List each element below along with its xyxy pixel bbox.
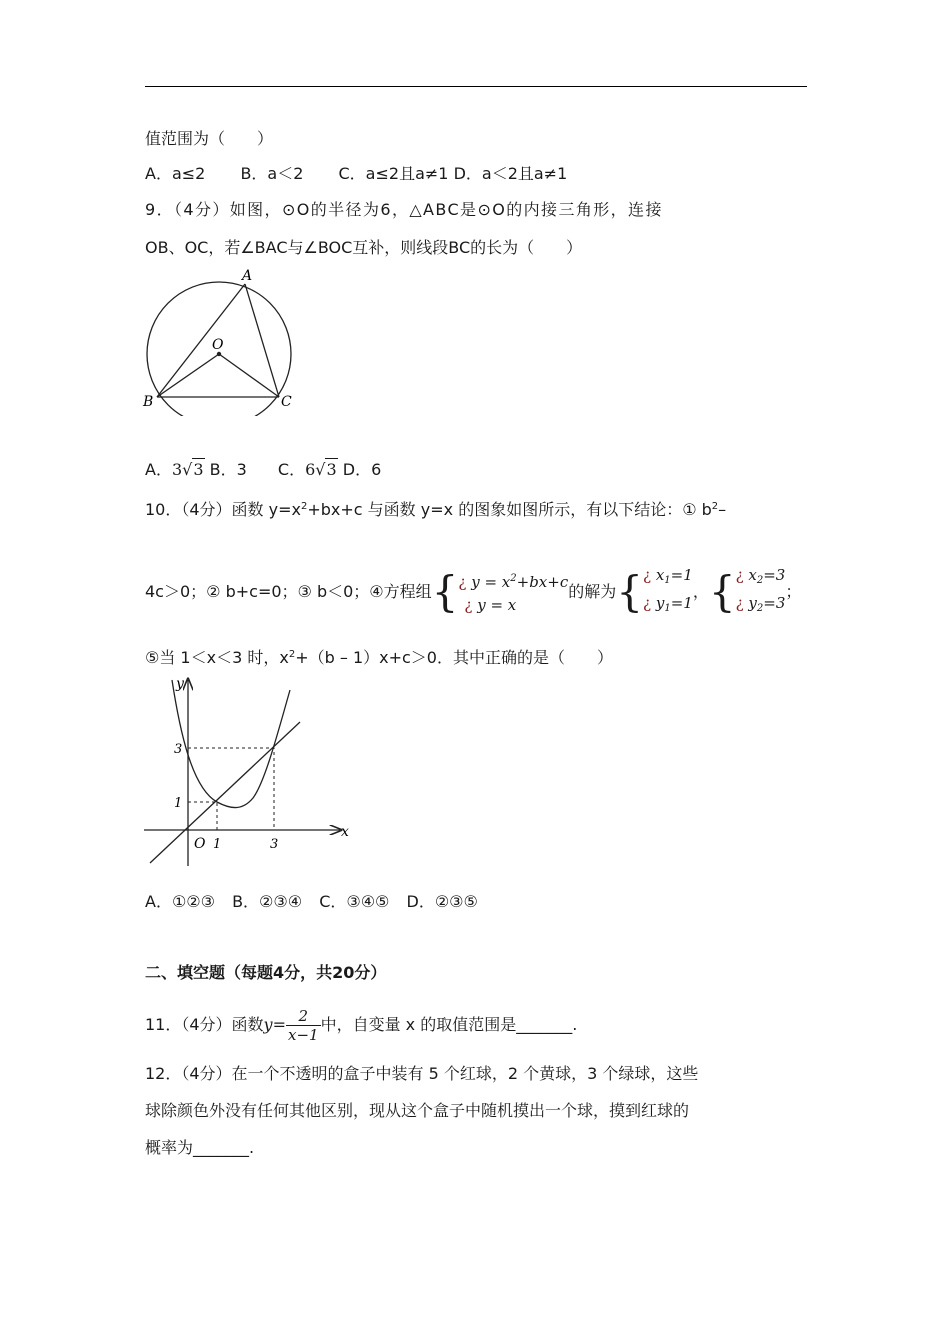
parabola <box>172 680 290 808</box>
tick-y-3: 3 <box>174 742 183 757</box>
section-heading-fill-in: 二、填空题（每题4分，共20分） <box>145 963 387 982</box>
q10-option-a[interactable]: A．①②③ <box>145 892 215 911</box>
q9-option-d[interactable]: D．6 <box>342 460 382 479</box>
equation-system: ¿ y = x2+bx+c ¿ y = x <box>458 573 569 614</box>
q8-option-b[interactable]: B．a＜2 <box>240 164 304 183</box>
sqrt-expression: 6√3 <box>305 460 337 479</box>
axis-label-x: x <box>341 824 349 840</box>
system-brace: { <box>431 567 459 616</box>
tick-x-3: 3 <box>270 837 279 852</box>
q10-stem-line1: 10．（4分）函数 y=x2+bx+c 与函数 y=x 的图象如图所示，有以下结论：① b2– <box>145 500 727 519</box>
q10-options <box>145 891 478 913</box>
q12-stem-line3: 概率为_______. <box>145 1138 255 1157</box>
axis-label-y: y <box>176 676 184 692</box>
q12-stem-line2: 球除颜色外没有任何其他区别，现从这个盒子中随机摸出一个球，摸到红球的 <box>145 1101 690 1120</box>
q10-option-b[interactable]: B．②③④ <box>232 892 303 911</box>
q8-options <box>145 163 567 185</box>
q9-stem-line1: 9．（4分）如图，⊙O的半径为6，△ABC是⊙O的内接三角形，连接 <box>145 200 663 219</box>
q8-option-c[interactable]: C．a≤2且a≠1 <box>338 164 449 183</box>
q9-option-c[interactable]: C．6√3 <box>277 460 337 479</box>
header-rule <box>145 86 807 87</box>
q9-option-a[interactable]: A．3√3 <box>145 460 204 479</box>
q10-function-graph <box>140 672 360 872</box>
origin-label: O <box>194 836 206 852</box>
segment-oc <box>219 354 279 397</box>
q11-stem: 11．（4分）函数y= $\frac{2}{x-1}$ 中，自变量 x 的取值范围是_______. <box>145 1007 578 1044</box>
q9-option-b[interactable]: B．3 <box>209 460 247 479</box>
solution-2: ¿ x2=3 ¿ y2=3 <box>735 566 786 614</box>
q10-option-d[interactable]: D．②③⑤ <box>406 892 478 911</box>
q8-option-a[interactable]: A．a≤2 <box>145 164 206 183</box>
solution-brace-2: { <box>708 567 736 616</box>
tick-x-1: 1 <box>213 837 222 852</box>
guide-x1 <box>188 802 217 830</box>
guide-x3 <box>188 748 274 830</box>
label-o: O <box>212 337 224 353</box>
segment-ob <box>157 354 219 397</box>
tick-y-1: 1 <box>174 796 183 811</box>
solution-1: ¿ x1=1 ¿ y1=1 <box>643 566 693 614</box>
q10-stem-line2: 4c＞0；② b+c=0；③ b＜0；④方程组{ ¿ y = x2+bx+c ¿ y = x 的解为{ ¿ x1=1 ¿ y1=1 ，{ ¿ x2=3 ¿ y2=3 ； <box>145 564 801 620</box>
q9-stem-line2: OB、OC，若∠BAC与∠BOC互补，则线段BC的长为（ ） <box>145 238 583 257</box>
label-c: C <box>281 394 292 410</box>
q12-stem-line1: 12．（4分）在一个不透明的盒子中装有 5 个红球，2 个黄球，3 个绿球，这些 <box>145 1064 699 1083</box>
q10-stem-line3: ⑤当 1＜x＜3 时，x2+（b – 1）x+c＞0．其中正确的是（ ） <box>145 648 613 667</box>
solution-brace-1: { <box>616 567 643 616</box>
q10-option-c[interactable]: C．③④⑤ <box>319 892 390 911</box>
q9-circle-figure <box>138 266 308 416</box>
q8-stem-tail: 值范围为（ ） <box>145 129 274 148</box>
q9-options <box>145 458 381 481</box>
segment-ac <box>245 284 279 397</box>
q8-option-d[interactable]: D．a＜2且a≠1 <box>453 164 568 183</box>
label-a: A <box>242 268 253 284</box>
fraction: $\frac{2}{x-1}$ <box>288 1007 319 1044</box>
sqrt-expression: 3√3 <box>171 460 204 479</box>
label-b: B <box>143 394 154 410</box>
